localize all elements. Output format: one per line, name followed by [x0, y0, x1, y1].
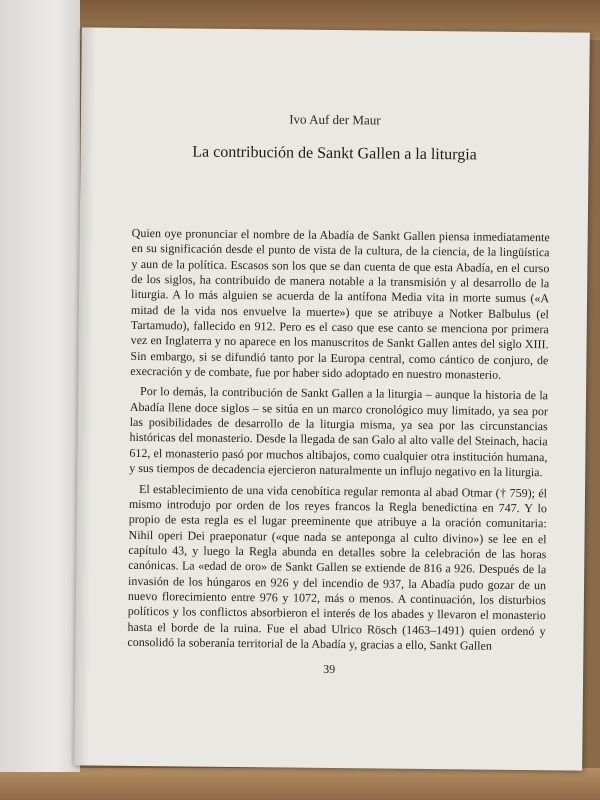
wooden-surface-bottom: [0, 768, 600, 800]
paragraph: Quien oye pronunciar el nombre de la Abadía de Sankt Gallen piensa inmediatamente en su significación desde el punto de vista de la cultura, de la ciencia, de la lingüística y aun de la política. Escasos son los que se dan cuenta de que esta Abadía, en el curso de los siglos, ha contribuido de manera notable a la transmisión y al desarrollo de la liturgia. A lo más alguien se acuerda de la antífona Media vita in morte sumus («A mitad de la vida nos envuelve la muerte») que se atribuye a Notker Balbulus (el Tartamudo), fallecido en 912. Pero es el caso que ese canto se menciona por primera vez en Inglaterra y no aparece en los manuscritos de Sankt Gallen antes del siglo XIII. Sin embargo, si se difundió tanto por la Europa central, como cántico de conjuro, de execración y de combate, fue por haber sido adoptado en nuestro monasterio.: [130, 225, 550, 382]
chapter-author: Ivo Auf der Maur: [289, 111, 381, 128]
body-text: [127, 226, 549, 660]
chapter-title: La contribución de Sankt Gallen a la liturgia: [192, 143, 477, 164]
facing-page-edge: [0, 0, 80, 772]
page-number: 39: [323, 661, 336, 677]
book-page: [74, 27, 590, 770]
paragraph: Por lo demás, la contribución de Sankt Gallen a la liturgia – aunque la historia de la Abadía llene doce siglos – se sitúa en un marco cronológico muy limitado, ya sea por las posibilidades de desarrollo de la liturgia misma, ya sea por las circunstancias históricas del monasterio. Desde la llegada de san Galo al alto valle del Steinach, hacia 612, el monasterio pasó por muchos altibajos, como cualquier otra institución humana, y sus tiempos de decadencia ejercieron naturalmente un influjo negativo en la liturgia.: [129, 384, 549, 480]
paragraph: El establecimiento de una vida cenobítica regular remonta al abad Otmar († 759); él mismo introdujo por orden de los reyes francos la Regla benedictina en 747. Y lo propio de esta regla es el lugar preeminente que atribuye a la oración comunitaria: Nihil operi Dei praeponatur («que nada se anteponga al culto divino») se lee en el capítulo 43, y luego la Regla abunda en detalles sobre la celebración de las horas canónicas. La «edad de oro» de Sankt Gallen se extiende de 816 a 926. Después de la invasión de los húngaros en 926 y del incendio de 937, la Abadía pudo gozar de un nuevo florecimiento entre 976 y 1072, más o menos. A continuación, los disturbios políticos y los conflictos absorbieron el interés de los abades y llevaron el monasterio hasta el borde de la ruina. Fue el abad Ulrico Rösch (1463–1491) quien ordenó y consolidó la soberanía territorial de la Abadía y, gracias a ello, Sankt Gallen: [127, 481, 548, 653]
